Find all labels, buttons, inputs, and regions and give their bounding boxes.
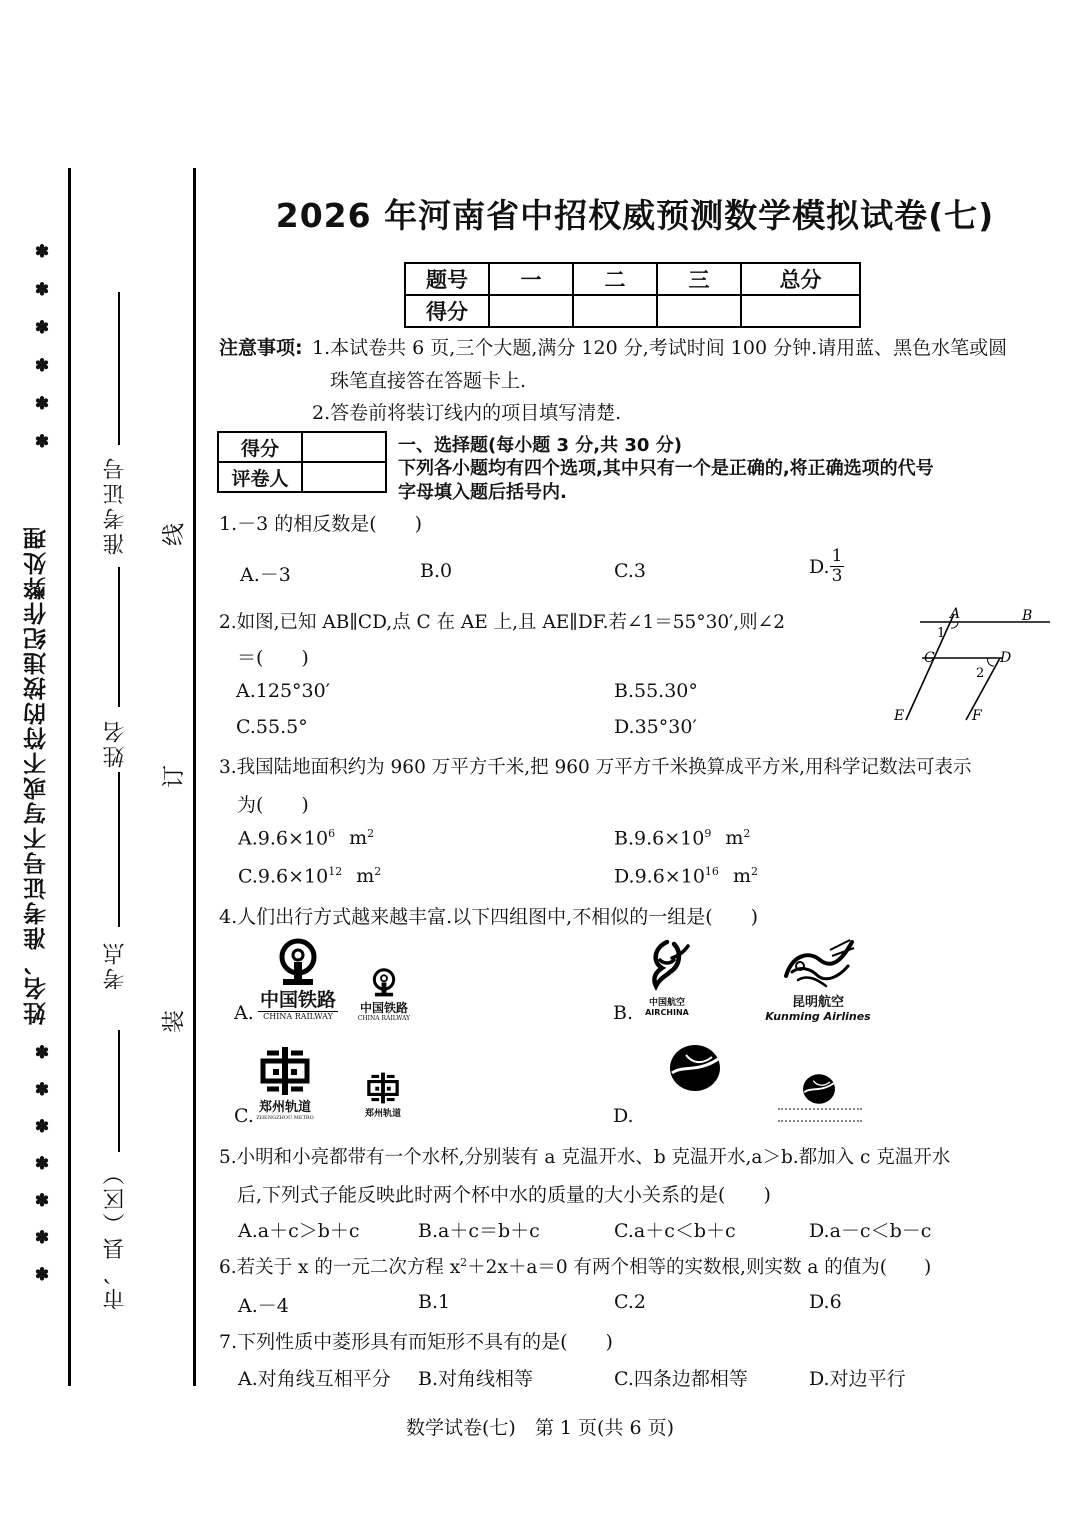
score-header-part2: 二 [573,263,657,295]
q3-d-base: D.9.6×10 [614,865,705,888]
q2-option-c[interactable]: C.55.5° [236,716,308,738]
page-title: 2026 年河南省中招权威预测数学模拟试卷(七) [275,196,995,235]
q3-b-unit: m [725,827,744,850]
score-header-part3: 三 [657,263,741,295]
q1-option-d-fraction [830,547,845,586]
decor-mark-icon: ✽ [34,1117,50,1137]
q5-stem-2: 后,下列式子能反映此时两个杯中水的质量的大小关系的是( ) [237,1184,771,1206]
q6-stem-pre: 6.若关于 x 的一元二次方程 x [219,1257,461,1278]
field-name-blank[interactable] [118,567,120,707]
q3-d-exp: 16 [704,865,719,878]
q1-option-d-prefix: D. [809,555,830,578]
kunming-en: Kunming Airlines [765,1010,871,1023]
field-name-label: 姓名 [103,718,128,768]
railway-emblem-small-icon [370,968,398,997]
page-footer: 数学试卷(七) 第 1 页(共 6 页) [406,1417,674,1439]
q3-stem-1: 3.我国陆地面积约为 960 万平方千米,把 960 万平方千米换算成平方米,用科学记数法可表示 [219,757,972,778]
grader-name-label: 评卷人 [218,462,302,492]
q1-fraction-num: 1 [831,546,843,566]
q6-option-a[interactable]: A.－4 [238,1295,289,1317]
railway-logo-en: CHINA RAILWAY [258,1011,338,1021]
bird-icon [778,936,858,992]
sphere-logo-small-caption [778,1108,862,1122]
decor-mark-icon: ✽ [34,318,50,338]
decor-mark-icon: ✽ [34,356,50,376]
q2-option-d[interactable]: D.35°30′ [614,716,697,738]
decor-mark-icon: ✽ [34,1265,50,1285]
decor-mark-icon: ✽ [34,1191,50,1211]
kunming-cn: 昆明航空 [791,995,844,1010]
fig-label-f: F [972,708,982,724]
air-china-cn: 中国航空 [648,998,685,1008]
metro-maze-icon [257,1045,313,1097]
grader-score-label: 得分 [218,432,302,462]
railway-emblem-icon [275,938,321,986]
sphere-logo-small-icon [801,1073,837,1105]
grader-score-cell[interactable] [302,432,386,462]
q3-c-base: C.9.6×10 [238,865,329,888]
binding-mark-xian: 线 [161,523,187,546]
field-id-blank[interactable] [118,292,120,445]
q2-option-a[interactable]: A.125°30′ [236,680,331,702]
decor-mark-icon: ✽ [34,280,50,300]
score-header-number: 题号 [405,263,489,295]
field-site-blank[interactable] [118,772,120,927]
metro-maze-small-icon [365,1071,401,1105]
china-railway-logo-small [354,968,414,1022]
fig-label-d: D [1000,650,1012,666]
q2-option-b[interactable]: B.55.30° [614,680,698,702]
q3-b-unit-exp: 2 [743,827,751,840]
grader-name-cell[interactable] [302,462,386,492]
fig-label-2: 2 [976,666,985,681]
binding-line-right [193,168,196,1386]
decor-mark-icon: ✽ [34,1154,50,1174]
binding-mark-zhuang: 装 [161,1010,187,1033]
air-china-logo [636,938,698,1017]
railway-logo-small-cn: 中国铁路 [359,1001,408,1015]
score-header-part1: 一 [489,263,573,295]
q5-stem-1: 5.小明和小亮都带有一个水杯,分别装有 a 克温开水、b 克温开水,a＞b.都加入 c 克温开水 [219,1147,951,1168]
q1-option-a[interactable]: A.－3 [240,564,291,586]
air-china-en: AIRCHINA [645,1008,689,1017]
section1-heading: 一、选择题(每小题 3 分,共 30 分) [398,435,682,456]
fig-label-b: B [1022,608,1033,624]
railway-logo-small-en: CHINA RAILWAY [357,1015,411,1022]
railway-logo-cn: 中国铁路 [259,989,336,1011]
decor-mark-icon: ✽ [34,1080,50,1100]
fig-label-1: 1 [937,626,946,641]
q3-option-b[interactable] [614,827,750,849]
q4-option-a[interactable]: A. [234,1002,254,1024]
notice-label: 注意事项: [219,337,303,359]
q7-option-a[interactable]: A.对角线互相平分 [238,1368,391,1390]
q1-option-d[interactable] [809,547,844,586]
kunming-airlines-logo [758,936,878,1023]
q6-option-d[interactable]: D.6 [809,1291,842,1313]
q3-b-base: B.9.6×10 [614,827,705,850]
q6-stem [219,1253,931,1279]
q4-stem: 4.人们出行方式越来越丰富.以下四组图中,不相似的一组是( ) [219,906,759,928]
binding-mark-ding: 订 [161,765,187,788]
q3-c-unit: m [356,865,375,888]
score-cell-part2[interactable] [573,295,657,327]
q5-option-a[interactable]: A.a＋c＞b＋c [238,1220,360,1242]
field-id-label: 准考证号 [103,455,128,555]
china-railway-logo-large [256,938,340,1021]
zhengzhou-metro-logo-small [362,1071,404,1119]
q3-d-unit-exp: 2 [751,865,758,878]
decor-mark-icon: ✽ [34,394,50,414]
decor-mark-icon: ✽ [34,1043,50,1063]
q6-option-b[interactable]: B.1 [418,1291,451,1313]
q2-stem-2: ＝( ) [237,647,309,669]
q2-geometry-figure [890,604,1055,726]
q4-option-b[interactable]: B. [613,1002,634,1024]
q6-stem-post: ＋2x＋a＝0 有两个相等的实数根,则实数 a 的值为( ) [467,1257,932,1278]
fig-label-a: A [950,606,961,622]
q5-option-d[interactable]: D.a－c＜b－c [809,1220,932,1242]
q3-stem-2: 为( ) [237,794,309,816]
notice-line-2: 珠笔直接答在答题卡上. [330,370,527,392]
phoenix-icon [642,938,692,994]
q3-a-exp: 6 [328,827,336,840]
score-header-total: 总分 [741,263,860,295]
field-city-blank[interactable] [118,1030,120,1152]
q1-stem: 1.－3 的相反数是( ) [219,513,423,535]
binding-line-left [68,168,71,1386]
notice-line-3: 2.答卷前将装订线内的项目填写清楚. [312,402,622,424]
section1-desc-1: 下列各小题均有四个选项,其中只有一个是正确的,将正确选项的代号 [398,458,934,479]
score-row-label: 得分 [405,295,489,327]
decor-mark-icon: ✽ [34,242,50,262]
q6-stem-exp: 2 [460,1255,468,1269]
q1-option-b[interactable]: B.0 [420,560,453,582]
q5-option-c[interactable]: C.a＋c＜b＋c [614,1220,736,1242]
zhengzhou-metro-logo-large [255,1045,315,1121]
q5-option-b[interactable]: B.a＋c＝b＋c [418,1220,540,1242]
sphere-logo-large-icon [668,1043,722,1093]
q7-option-d[interactable]: D.对边平行 [809,1368,906,1390]
section1-desc-2: 字母填入题后括号内. [398,482,567,503]
grader-table [217,431,387,493]
q3-a-unit: m [349,827,368,850]
q3-c-exp: 12 [328,865,343,878]
q6-option-c[interactable]: C.2 [614,1291,646,1313]
score-cell-total[interactable] [741,295,860,327]
field-city-label: 市、县（区） [103,1160,128,1310]
fig-label-c: C [924,650,935,666]
q4-option-c[interactable]: C. [234,1105,254,1127]
q3-option-d[interactable] [614,865,758,887]
q3-option-a[interactable] [238,827,374,849]
zhengzhou-metro-en: ZHENGZHOU METRO [256,1115,314,1121]
score-cell-part3[interactable] [657,295,741,327]
q3-c-unit-exp: 2 [374,865,382,878]
q2-stem-1: 2.如图,已知 AB∥CD,点 C 在 AE 上,且 AE∥DF.若∠1＝55°30′,则∠2 [219,612,785,633]
field-site-label: 考点 [103,940,128,990]
notice-line-1: 1.本试卷共 6 页,三个大题,满分 120 分,考试时间 100 分钟.请用蓝、黑色水笔或圆 [312,337,1008,359]
fig-label-e: E [894,708,905,724]
q3-option-c[interactable] [238,865,381,887]
q1-fraction-den: 3 [831,566,843,586]
decor-mark-icon: ✽ [34,1228,50,1248]
q4-option-d[interactable]: D. [613,1105,634,1127]
q7-stem: 7.下列性质中菱形具有而矩形不具有的是( ) [219,1331,613,1353]
q3-a-base: A.9.6×10 [238,827,329,850]
zhengzhou-metro-cn: 郑州轨道 [258,1100,311,1115]
score-cell-part1[interactable] [489,295,573,327]
q7-option-b[interactable]: B.对角线相等 [418,1368,534,1390]
binding-warning: 姓名、准考证号不写或不符的按违纪作弊处理 [24,525,50,1025]
decor-mark-icon: ✽ [34,432,50,452]
score-table [404,262,861,328]
q7-option-c[interactable]: C.四条边都相等 [614,1368,748,1390]
zhengzhou-metro-small-cn: 郑州轨道 [364,1109,401,1119]
q3-b-exp: 9 [704,827,712,840]
q3-d-unit: m [732,865,751,888]
q1-option-c[interactable]: C.3 [614,560,646,582]
q3-a-unit-exp: 2 [367,827,375,840]
